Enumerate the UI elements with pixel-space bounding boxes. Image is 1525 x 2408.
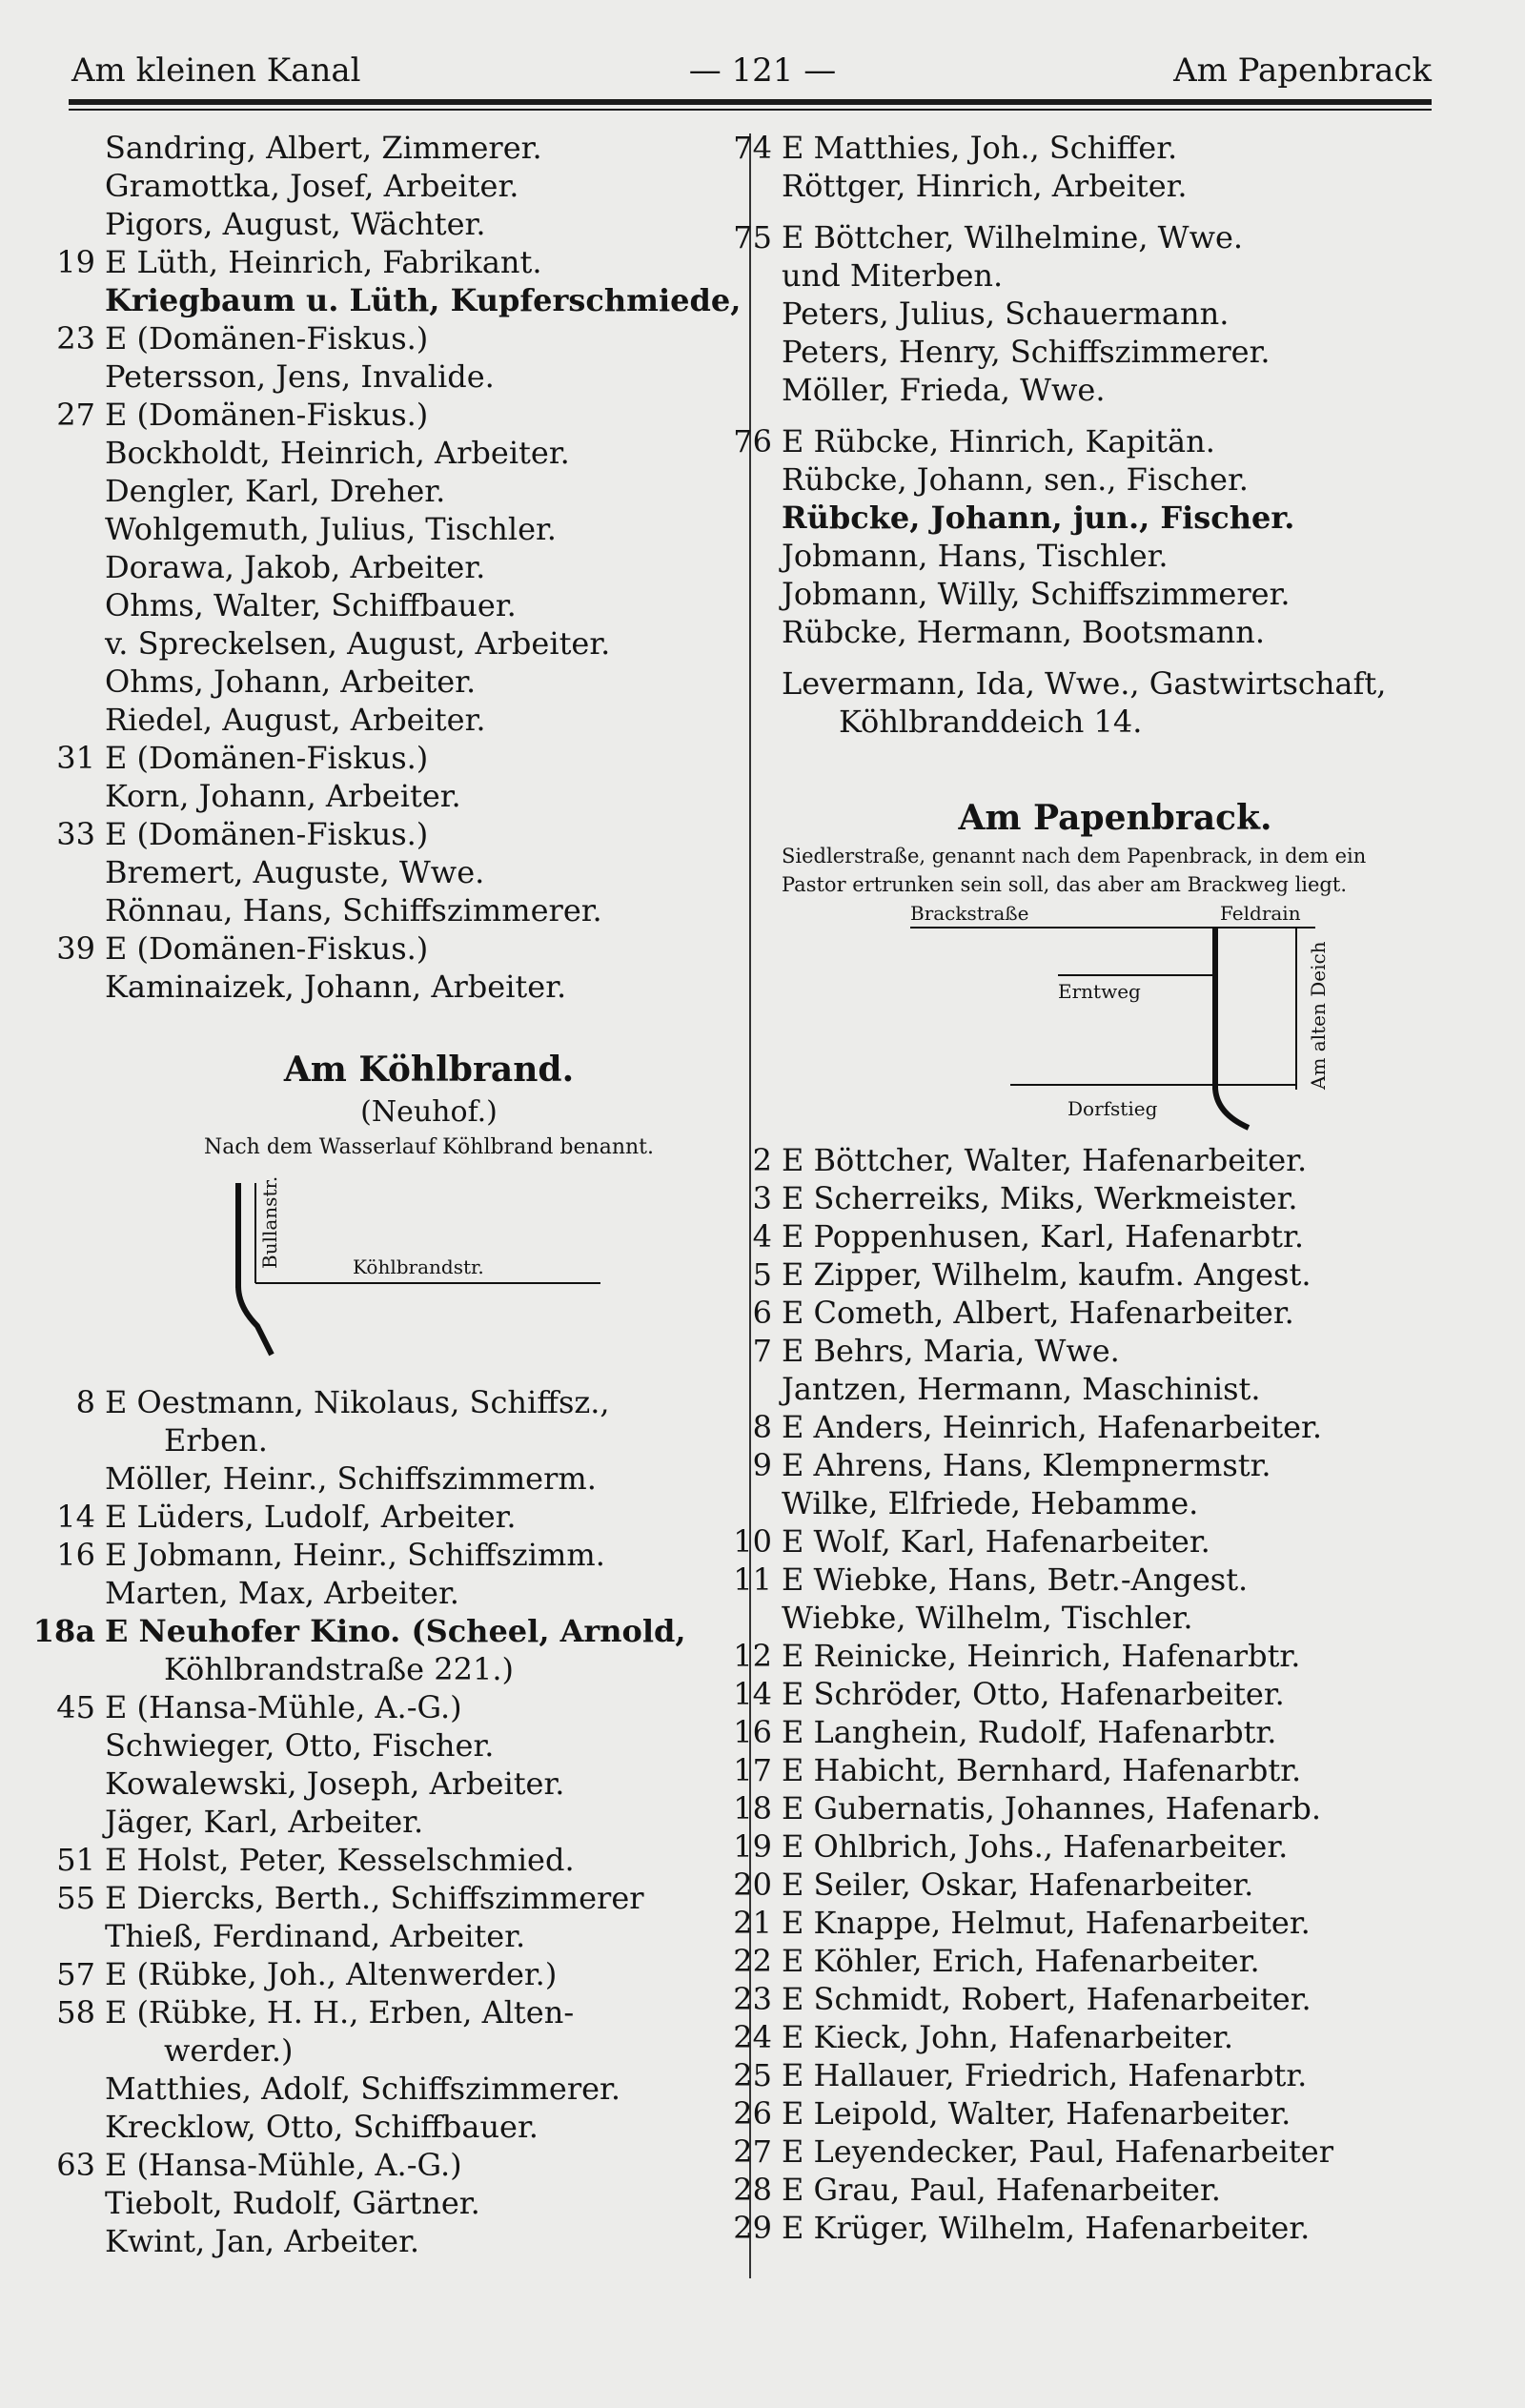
left-entries-top bbox=[56, 129, 753, 1006]
directory-entry bbox=[782, 371, 1449, 409]
entry-text: E Anders, Heinrich, Hafenarbeiter. bbox=[782, 1409, 1322, 1445]
directory-entry bbox=[733, 1789, 1449, 1827]
entry-text: Rübcke, Johann, jun., Fischer. bbox=[782, 500, 1295, 536]
house-number: 76 bbox=[733, 423, 772, 459]
house-number: 26 bbox=[733, 2095, 772, 2132]
entry-text: Rübcke, Johann, sen., Fischer. bbox=[782, 461, 1249, 498]
house-number: 11 bbox=[733, 1561, 772, 1598]
directory-entry bbox=[782, 460, 1449, 499]
directory-entry bbox=[733, 1904, 1449, 1942]
house-number: 23 bbox=[733, 1981, 772, 2017]
entry-text: E Reinicke, Heinrich, Hafenarbtr. bbox=[782, 1638, 1301, 1674]
directory-entry bbox=[733, 2018, 1449, 2056]
entry-text: Erben. bbox=[164, 1422, 268, 1459]
directory-entry bbox=[733, 1561, 1449, 1599]
entry-text: Jäger, Karl, Arbeiter. bbox=[105, 1804, 424, 1840]
directory-entry bbox=[782, 333, 1449, 371]
directory-entry bbox=[105, 891, 753, 929]
entry-text: E (Domänen-Fiskus.) bbox=[105, 320, 429, 357]
directory-entry bbox=[752, 1446, 1449, 1484]
directory-entry bbox=[105, 586, 753, 624]
directory-entry bbox=[105, 434, 753, 472]
page-number: — 121 — bbox=[688, 51, 837, 90]
directory-entry bbox=[105, 357, 753, 396]
house-number: 19 bbox=[733, 1828, 772, 1865]
directory-entry bbox=[105, 1650, 753, 1688]
entry-text: werder.) bbox=[164, 2032, 294, 2069]
directory-entry bbox=[733, 2133, 1449, 2171]
entry-text: E Grau, Paul, Hafenarbeiter. bbox=[782, 2172, 1221, 2208]
section-note-papenbrack-1: Siedlerstraße, genannt nach dem Papenbrack, in dem ein bbox=[782, 845, 1367, 867]
directory-entry bbox=[105, 1917, 753, 1955]
house-number: 10 bbox=[733, 1523, 772, 1560]
directory-entry bbox=[105, 624, 753, 663]
directory-entry bbox=[75, 1383, 753, 1421]
entry-text: E Leyendecker, Paul, Hafenarbeiter bbox=[782, 2133, 1333, 2170]
directory-entry bbox=[105, 1574, 753, 1612]
directory-entry bbox=[782, 1370, 1449, 1408]
entry-text: E Wiebke, Hans, Betr.-Angest. bbox=[782, 1561, 1249, 1598]
directory-entry bbox=[782, 295, 1449, 333]
house-number: 14 bbox=[56, 1499, 95, 1535]
directory-entry bbox=[105, 1765, 753, 1803]
section-title-koehlbrand: Am Köhlbrand. bbox=[283, 1050, 575, 1090]
entry-text: E Scherreiks, Miks, Werkmeister. bbox=[782, 1180, 1298, 1216]
levermann-line-1: Levermann, Ida, Wwe., Gastwirtschaft, bbox=[782, 665, 1387, 702]
directory-entry bbox=[105, 129, 753, 167]
entry-text: v. Spreckelsen, August, Arbeiter. bbox=[105, 625, 611, 662]
entry-text: E Knappe, Helmut, Hafenarbeiter. bbox=[782, 1905, 1311, 1941]
directory-entry bbox=[733, 1866, 1449, 1904]
directory-entry bbox=[752, 1294, 1449, 1332]
entry-text: Kowalewski, Joseph, Arbeiter. bbox=[105, 1765, 565, 1802]
entry-text: E (Domänen-Fiskus.) bbox=[105, 740, 429, 776]
directory-entry bbox=[733, 2171, 1449, 2209]
directory-entry bbox=[752, 1408, 1449, 1446]
map-label-am-alten-deich: Am alten Deich bbox=[1307, 941, 1330, 1090]
entry-text: Kaminaizek, Johann, Arbeiter. bbox=[105, 969, 567, 1005]
house-number: 57 bbox=[56, 1956, 95, 1992]
directory-entry bbox=[56, 1688, 753, 1726]
house-number: 19 bbox=[56, 244, 95, 280]
directory-entry bbox=[56, 815, 753, 853]
entry-text: E Oestmann, Nikolaus, Schiffsz., bbox=[105, 1384, 610, 1420]
entry-text: E Zipper, Wilhelm, kaufm. Angest. bbox=[782, 1256, 1312, 1293]
house-number: 28 bbox=[733, 2172, 772, 2208]
directory-entry bbox=[752, 1332, 1449, 1370]
directory-entry bbox=[782, 167, 1449, 205]
directory-entry bbox=[782, 575, 1449, 613]
entry-text: Schwieger, Otto, Fischer. bbox=[105, 1727, 495, 1764]
house-number: 51 bbox=[56, 1842, 95, 1878]
entry-text: E Schmidt, Robert, Hafenarbeiter. bbox=[782, 1981, 1312, 2017]
house-number: 74 bbox=[733, 130, 772, 166]
section-subtitle-neuhof: (Neuhof.) bbox=[360, 1095, 498, 1129]
house-number: 31 bbox=[56, 740, 95, 776]
house-number: 63 bbox=[56, 2147, 95, 2183]
directory-entry bbox=[56, 1993, 753, 2031]
directory-entry bbox=[733, 218, 1449, 256]
house-number: 2 bbox=[752, 1142, 772, 1178]
entry-text: E (Domänen-Fiskus.) bbox=[105, 816, 429, 852]
map-label-feldrain: Feldrain bbox=[1220, 902, 1301, 925]
directory-entry bbox=[105, 701, 753, 739]
directory-entry bbox=[105, 1459, 753, 1498]
entry-text: E (Hansa-Mühle, A.-G.) bbox=[105, 2147, 462, 2183]
entry-text: E Krüger, Wilhelm, Hafenarbeiter. bbox=[782, 2210, 1311, 2246]
house-number: 8 bbox=[75, 1384, 95, 1420]
directory-entry bbox=[105, 472, 753, 510]
entry-text: E Holst, Peter, Kesselschmied. bbox=[105, 1842, 575, 1878]
section-note-papenbrack-2: Pastor ertrunken sein soll, das aber am Brackweg liegt. bbox=[782, 873, 1347, 896]
map-label-brackstrasse: Brackstraße bbox=[910, 902, 1029, 925]
directory-entry bbox=[752, 1217, 1449, 1255]
directory-entry bbox=[56, 1536, 753, 1574]
house-number: 12 bbox=[733, 1638, 772, 1674]
running-header-right: Am Papenbrack bbox=[1173, 51, 1432, 90]
entry-text: E Schröder, Otto, Hafenarbeiter. bbox=[782, 1676, 1285, 1712]
entry-text: Ohms, Johann, Arbeiter. bbox=[105, 663, 477, 700]
directory-entry bbox=[105, 2222, 753, 2260]
running-header-left: Am kleinen Kanal bbox=[71, 51, 361, 90]
entry-text: E Matthies, Joh., Schiffer. bbox=[782, 130, 1178, 166]
entry-text: Dorawa, Jakob, Arbeiter. bbox=[105, 549, 486, 585]
directory-entry bbox=[752, 1141, 1449, 1179]
entry-text: E Böttcher, Walter, Hafenarbeiter. bbox=[782, 1142, 1308, 1178]
entry-text: E Köhler, Erich, Hafenarbeiter. bbox=[782, 1943, 1260, 1979]
directory-entry bbox=[105, 1803, 753, 1841]
entry-text: E Hallauer, Friedrich, Hafenarbtr. bbox=[782, 2057, 1308, 2093]
entry-text: E Rübcke, Hinrich, Kapitän. bbox=[782, 423, 1215, 459]
entry-text: E Lüth, Heinrich, Fabrikant. bbox=[105, 244, 542, 280]
entry-text: E Jobmann, Heinr., Schiffszimm. bbox=[105, 1537, 605, 1573]
directory-entry bbox=[105, 853, 753, 891]
house-number: 58 bbox=[56, 1994, 95, 2030]
entry-text: E Cometh, Albert, Hafenarbeiter. bbox=[782, 1295, 1294, 1331]
left-column bbox=[32, 129, 753, 2260]
entry-text: Kriegbaum u. Lüth, Kupferschmiede, bbox=[105, 282, 742, 318]
directory-entry bbox=[733, 422, 1449, 460]
directory-entry bbox=[782, 256, 1449, 295]
directory-entry bbox=[105, 1726, 753, 1765]
entry-text: und Miterben. bbox=[782, 257, 1004, 294]
entry-text: Rübcke, Hermann, Bootsmann. bbox=[782, 614, 1266, 650]
directory-entry bbox=[105, 968, 753, 1006]
entry-text: Kwint, Jan, Arbeiter. bbox=[105, 2223, 420, 2259]
entry-text: E Diercks, Berth., Schiffszimmerer bbox=[105, 1880, 644, 1916]
entry-text: Köhlbrandstraße 221.) bbox=[164, 1651, 514, 1687]
section-note-koehlbrand: Nach dem Wasserlauf Köhlbrand benannt. bbox=[203, 1135, 654, 1159]
directory-entry bbox=[105, 2184, 753, 2222]
entry-text: Tiebolt, Rudolf, Gärtner. bbox=[105, 2185, 480, 2221]
entry-text: E (Rübke, H. H., Erben, Alten- bbox=[105, 1994, 575, 2030]
house-number: 27 bbox=[733, 2133, 772, 2170]
directory-entry bbox=[733, 2209, 1449, 2247]
house-number: 45 bbox=[56, 1689, 95, 1725]
header-rule-thick bbox=[69, 99, 1432, 105]
entry-text: Wohlgemuth, Julius, Tischler. bbox=[105, 511, 557, 547]
directory-entry bbox=[733, 1522, 1449, 1561]
house-number: 39 bbox=[56, 930, 95, 967]
house-number: 14 bbox=[733, 1676, 772, 1712]
entry-text: Peters, Julius, Schauermann. bbox=[782, 296, 1230, 332]
entry-text: Wilke, Elfriede, Hebamme. bbox=[782, 1485, 1199, 1521]
directory-entry bbox=[56, 319, 753, 357]
entry-text: Riedel, August, Arbeiter. bbox=[105, 702, 486, 738]
house-number: 20 bbox=[733, 1867, 772, 1903]
entry-text: Ohms, Walter, Schiffbauer. bbox=[105, 587, 517, 623]
directory-entry bbox=[733, 1751, 1449, 1789]
levermann-line-2: Köhlbranddeich 14. bbox=[839, 704, 1143, 740]
entry-text: E Behrs, Maria, Wwe. bbox=[782, 1333, 1120, 1369]
house-number: 18a bbox=[32, 1613, 95, 1649]
entry-text: E Ahrens, Hans, Klempnermstr. bbox=[782, 1447, 1271, 1483]
directory-entry bbox=[105, 2108, 753, 2146]
entry-text: E Habicht, Bernhard, Hafenarbtr. bbox=[782, 1752, 1302, 1788]
entry-text: Pigors, August, Wächter. bbox=[105, 206, 486, 242]
directory-entry bbox=[56, 2146, 753, 2184]
header-rule-thin bbox=[69, 109, 1432, 111]
directory-entry bbox=[752, 1179, 1449, 1217]
directory-entry bbox=[105, 2031, 753, 2070]
house-number: 24 bbox=[733, 2019, 772, 2055]
house-number: 4 bbox=[752, 1218, 772, 1255]
house-number: 25 bbox=[733, 2057, 772, 2093]
directory-entry bbox=[733, 1713, 1449, 1751]
house-number: 22 bbox=[733, 1943, 772, 1979]
directory-entry bbox=[56, 1498, 753, 1536]
directory-entry bbox=[105, 663, 753, 701]
directory-entry bbox=[105, 510, 753, 548]
entry-text: E Gubernatis, Johannes, Hafenarb. bbox=[782, 1790, 1322, 1826]
house-number: 21 bbox=[733, 1905, 772, 1941]
house-number: 9 bbox=[752, 1447, 772, 1483]
directory-entry bbox=[32, 1612, 753, 1650]
house-number: 16 bbox=[733, 1714, 772, 1750]
entry-text: E (Hansa-Mühle, A.-G.) bbox=[105, 1689, 462, 1725]
house-number: 55 bbox=[56, 1880, 95, 1916]
directory-entry bbox=[733, 2056, 1449, 2094]
entry-text: E (Rübke, Joh., Altenwerder.) bbox=[105, 1956, 558, 1992]
directory-entry bbox=[56, 1955, 753, 1993]
entry-text: Krecklow, Otto, Schiffbauer. bbox=[105, 2109, 539, 2145]
entry-text: E Ohlbrich, Johs., Hafenarbeiter. bbox=[782, 1828, 1289, 1865]
entry-text: Sandring, Albert, Zimmerer. bbox=[105, 130, 542, 166]
directory-entry bbox=[782, 1599, 1449, 1637]
house-number: 27 bbox=[56, 397, 95, 433]
entry-text: Korn, Johann, Arbeiter. bbox=[105, 778, 461, 814]
directory-entry bbox=[56, 1841, 753, 1879]
directory-entry bbox=[782, 537, 1449, 575]
house-number: 6 bbox=[752, 1295, 772, 1331]
directory-entry bbox=[105, 1421, 753, 1459]
directory-entry bbox=[782, 499, 1449, 537]
directory-entry bbox=[733, 2094, 1449, 2133]
directory-entry bbox=[105, 281, 753, 319]
directory-entry bbox=[733, 1942, 1449, 1980]
directory-entry bbox=[782, 1484, 1449, 1522]
directory-entry bbox=[752, 1255, 1449, 1294]
house-number: 17 bbox=[733, 1752, 772, 1788]
street-map-papenbrack bbox=[782, 899, 1449, 1137]
directory-entry bbox=[733, 1980, 1449, 2018]
directory-entry bbox=[56, 739, 753, 777]
map-label-dorfstieg: Dorfstieg bbox=[1068, 1097, 1158, 1120]
entry-text: Peters, Henry, Schiffszimmerer. bbox=[782, 334, 1271, 370]
directory-entry bbox=[56, 396, 753, 434]
entry-text: Röttger, Hinrich, Arbeiter. bbox=[782, 168, 1188, 204]
entry-text: E Lüders, Ludolf, Arbeiter. bbox=[105, 1499, 517, 1535]
directory-entry bbox=[733, 1675, 1449, 1713]
entry-text: Bockholdt, Heinrich, Arbeiter. bbox=[105, 435, 570, 471]
map-label-bullanstr: Bullanstr. bbox=[258, 1175, 281, 1269]
directory-entry bbox=[105, 167, 753, 205]
directory-entry bbox=[56, 243, 753, 281]
map-label-koehlbrandstr: Köhlbrandstr. bbox=[353, 1255, 484, 1278]
entry-text: Möller, Frieda, Wwe. bbox=[782, 372, 1106, 408]
entry-text: Matthies, Adolf, Schiffszimmerer. bbox=[105, 2071, 620, 2107]
house-number: 23 bbox=[56, 320, 95, 357]
entry-text: Möller, Heinr., Schiffszimmerm. bbox=[105, 1460, 597, 1497]
entry-text: Rönnau, Hans, Schiffszimmerer. bbox=[105, 892, 602, 929]
directory-entry bbox=[56, 929, 753, 968]
entry-text: Jobmann, Willy, Schiffszimmerer. bbox=[782, 576, 1291, 612]
entry-text: Thieß, Ferdinand, Arbeiter. bbox=[105, 1918, 526, 1954]
entry-text: Marten, Max, Arbeiter. bbox=[105, 1575, 459, 1611]
right-column bbox=[733, 129, 1449, 2247]
right-entries-top bbox=[733, 129, 1449, 651]
section-title-papenbrack: Am Papenbrack. bbox=[958, 798, 1272, 838]
entry-text: Petersson, Jens, Invalide. bbox=[105, 358, 495, 395]
directory-entry bbox=[105, 777, 753, 815]
house-number: 8 bbox=[752, 1409, 772, 1445]
entry-text: E Seiler, Oskar, Hafenarbeiter. bbox=[782, 1867, 1254, 1903]
house-number: 16 bbox=[56, 1537, 95, 1573]
directory-entry bbox=[105, 548, 753, 586]
entry-text: Jobmann, Hans, Tischler. bbox=[782, 538, 1169, 574]
house-number: 5 bbox=[752, 1256, 772, 1293]
entry-text: E Leipold, Walter, Hafenarbeiter. bbox=[782, 2095, 1291, 2132]
entry-text: Bremert, Auguste, Wwe. bbox=[105, 854, 485, 890]
directory-entry bbox=[733, 129, 1449, 167]
entry-text: E Kieck, John, Hafenarbeiter. bbox=[782, 2019, 1234, 2055]
directory-entry bbox=[105, 205, 753, 243]
directory-entry bbox=[56, 1879, 753, 1917]
entry-text: E Langhein, Rudolf, Hafenarbtr. bbox=[782, 1714, 1277, 1750]
entry-text: E Wolf, Karl, Hafenarbeiter. bbox=[782, 1523, 1210, 1560]
entry-text: E (Domänen-Fiskus.) bbox=[105, 397, 429, 433]
house-number: 29 bbox=[733, 2210, 772, 2246]
entry-text: E (Domänen-Fiskus.) bbox=[105, 930, 429, 967]
house-number: 7 bbox=[752, 1333, 772, 1369]
entry-text: Dengler, Karl, Dreher. bbox=[105, 473, 446, 509]
house-number: 33 bbox=[56, 816, 95, 852]
house-number: 75 bbox=[733, 219, 772, 255]
directory-entry bbox=[105, 2070, 753, 2108]
directory-entry bbox=[733, 1637, 1449, 1675]
house-number: 18 bbox=[733, 1790, 772, 1826]
directory-entry bbox=[733, 1827, 1449, 1866]
house-number: 3 bbox=[752, 1180, 772, 1216]
map-label-erntweg: Erntweg bbox=[1058, 980, 1141, 1003]
left-entries-bottom bbox=[32, 1383, 753, 2260]
right-entries-bottom bbox=[733, 1141, 1449, 2247]
directory-entry bbox=[782, 613, 1449, 651]
entry-text: E Poppenhusen, Karl, Hafenarbtr. bbox=[782, 1218, 1304, 1255]
entry-text: E Neuhofer Kino. (Scheel, Arnold, bbox=[105, 1613, 686, 1649]
entry-text: Wiebke, Wilhelm, Tischler. bbox=[782, 1600, 1193, 1636]
entry-text: E Böttcher, Wilhelmine, Wwe. bbox=[782, 219, 1244, 255]
entry-text: Gramottka, Josef, Arbeiter. bbox=[105, 168, 519, 204]
entry-text: Jantzen, Hermann, Maschinist. bbox=[782, 1371, 1261, 1407]
street-map-koehlbrand bbox=[105, 1164, 753, 1383]
